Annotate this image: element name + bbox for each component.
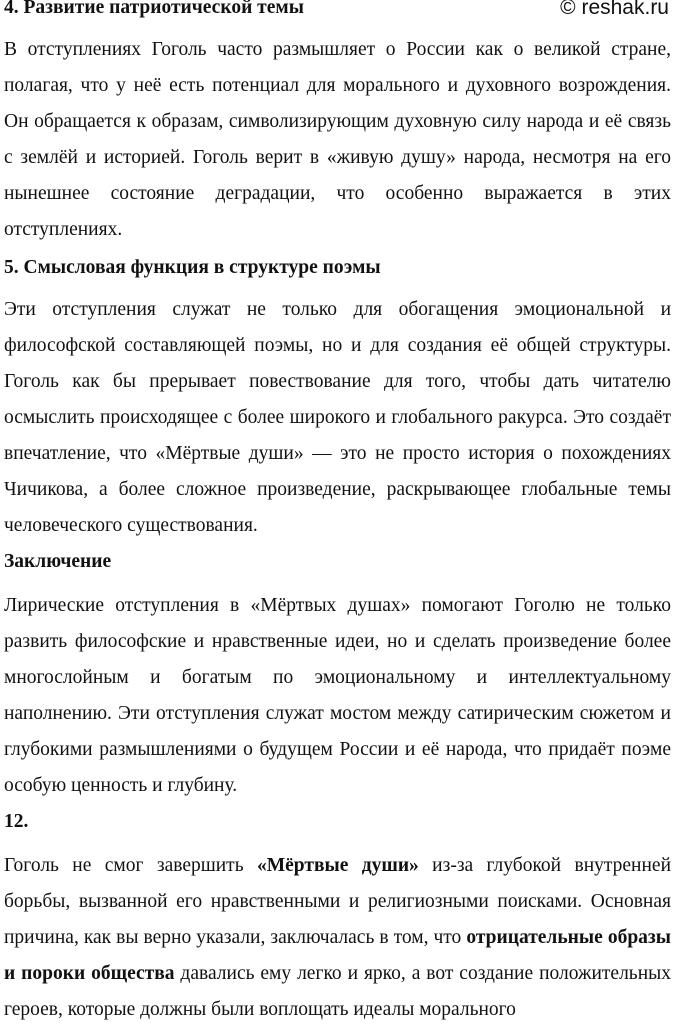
- section-paragraph-semantic: Эти отступления служат не только для обогащения эмоциональной и философской составляющей поэмы, но и для создания её общей структуры. Гоголь как бы прерывает повествование для того, чтобы дать читателю осмыслить происходящее с более широкого и глобального ракурса. Это создаёт впечатление, что «Мёртвые души» — это не просто история о похождениях Чичикова, а более сложное произведение, раскрывающее глобальные темы человеческого существования.: [4, 299, 671, 536]
- section-heading-semantic: 5. Смысловая функция в структуре поэмы: [4, 257, 381, 278]
- answer-text: давались ему легко и ярко, а вот создание положительных героев, которые должны были воплощать идеалы морального: [4, 963, 671, 1020]
- answer-text: Гоголь не смог завершить: [4, 855, 257, 876]
- reshak-watermark: © reshak.ru: [560, 0, 669, 19]
- answer-paragraph: [4, 848, 671, 1028]
- answer-bold-phrase: отрицательные образы и пороки общества: [4, 927, 671, 984]
- answer-bold-title: «Мёртвые души»: [256, 855, 419, 876]
- answer-text: из-за глубокой внутренней борьбы, вызванной его нравственными и религиозными поисками. Основная причина, как вы верно указали, заключалась в том, что: [4, 855, 672, 948]
- section-paragraph-patriotic: В отступлениях Гоголь часто размышляет о России как о великой стране, полагая, что у неё есть потенциал для морального и духовного возрождения. Он обращается к образам, символизирующим духовную силу народа и её связь с землёй и историей. Гоголь верит в «живую душу» народа, несмотря на его нынешнее состояние деградации, что особенно выражается в этих отступлениях.: [4, 39, 671, 240]
- section-paragraph-conclusion: Лирические отступления в «Мёртвых душах» помогают Гоголю не только развить философские и нравственные идеи, но и сделать произведение более многослойным и богатым по эмоциональному и интеллектуальному наполнению. Эти отступления служат мостом между сатирическим сюжетом и глубокими размышлениями о будущем России и её народа, что придаёт поэме особую ценность и глубину.: [4, 595, 671, 796]
- answer-number: 12.: [4, 811, 29, 832]
- section-heading-conclusion: Заключение: [4, 551, 112, 572]
- section-heading-patriotic: 4. Развитие патриотической темы: [4, 0, 304, 18]
